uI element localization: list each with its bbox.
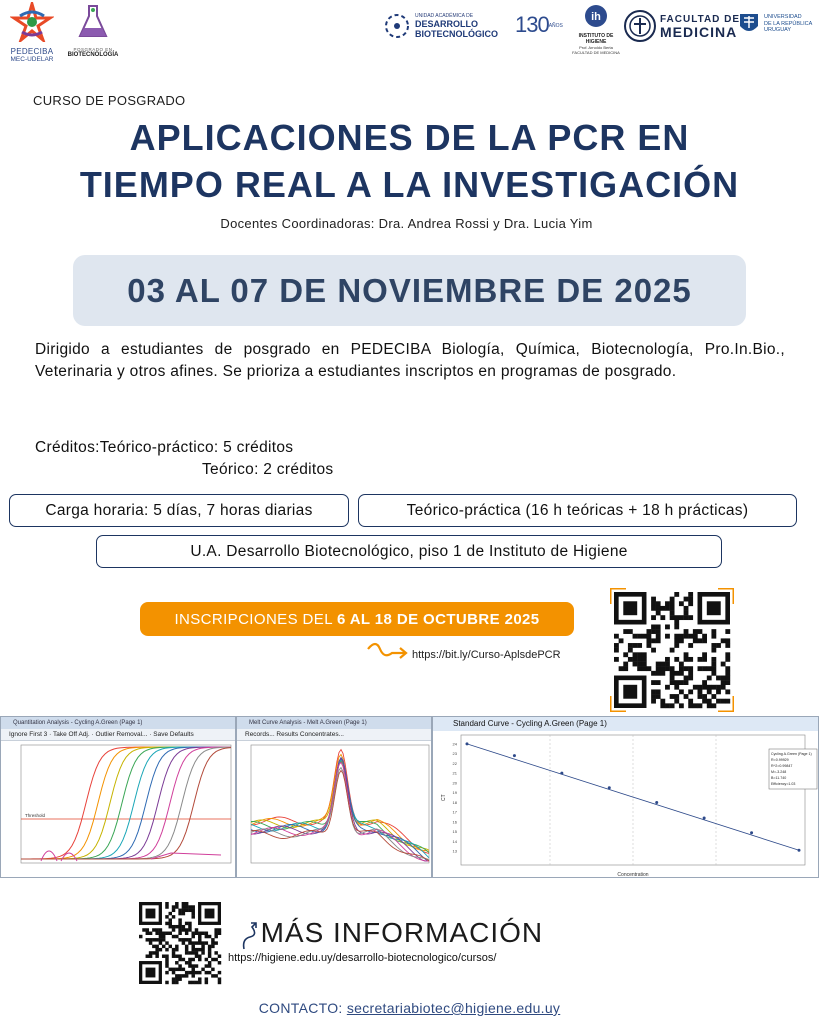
- qr-code-icon: [135, 898, 225, 988]
- inscripciones-banner: [140, 602, 574, 636]
- data-point: [560, 772, 563, 775]
- window-title: Melt Curve Analysis - Melt A.Green (Page 1): [237, 717, 431, 729]
- legend-text: Cycling A.Green (Page 1): [771, 752, 812, 756]
- amplification-plot: [1, 741, 236, 878]
- window-title: Quantitation Analysis - Cycling A.Green (Page 1): [1, 717, 235, 729]
- melt-curve-window: [236, 716, 432, 878]
- course-dates: 03 AL 07 DE NOVIEMBRE DE 2025: [127, 271, 692, 309]
- legend-text: R^2=0.99847: [771, 764, 793, 768]
- flask-icon: [78, 4, 108, 40]
- melt-curve-plot: [237, 741, 432, 878]
- curso-label: CURSO DE POSGRADO: [33, 93, 186, 108]
- creditos-line2: Teórico: 2 créditos: [202, 461, 334, 478]
- svg-text:Threshold: Threshold: [25, 813, 46, 818]
- y-tick-label: 14: [452, 838, 457, 844]
- 130-anios-logo: 130AÑOS: [515, 12, 563, 37]
- y-tick-label: 18: [452, 799, 457, 805]
- y-tick-label: 22: [452, 760, 457, 766]
- curly-arrow-icon: [366, 641, 410, 663]
- data-point: [750, 831, 753, 834]
- mas-informacion-heading: MÁS INFORMACIÓN: [260, 917, 544, 948]
- standard-curve-window: [432, 716, 819, 878]
- window-toolbar: Records... Results Concentrates...: [237, 729, 431, 741]
- modalidad-pill: Teórico-práctica (16 h teóricas + 18 h prácticas): [358, 494, 797, 527]
- y-axis-label: CT: [441, 794, 447, 801]
- contact-label: CONTACTO:: [258, 1000, 343, 1016]
- header-logos: [0, 0, 819, 70]
- data-point: [798, 849, 801, 852]
- y-tick-label: 24: [452, 741, 457, 747]
- course-title-line1: APLICACIONES DE LA PCR EN: [129, 117, 690, 158]
- creditos: [35, 437, 333, 481]
- data-point: [703, 817, 706, 820]
- data-point: [655, 801, 658, 804]
- pedeciba-logo: PEDECIBA MEC-UDELAR: [6, 2, 58, 63]
- y-tick-label: 23: [452, 751, 457, 757]
- course-title-line2: TIEMPO REAL A LA INVESTIGACIÓN: [79, 164, 740, 205]
- y-tick-label: 19: [452, 790, 457, 796]
- registration-qr-code[interactable]: [610, 588, 734, 712]
- y-tick-label: 13: [452, 848, 457, 854]
- registration-link[interactable]: https://bit.ly/Curso-AplsdePCR: [412, 649, 561, 661]
- creditos-line1: Créditos:Teórico-práctico: 5 créditos: [35, 439, 294, 456]
- facultad-medicina-logo: FACULTAD DE MEDICINA: [624, 10, 740, 42]
- posgrado-biotecnologia-logo: POSGRADO EN BIOTECNOLOGÍA: [66, 4, 120, 58]
- instituto-higiene-logo: ih INSTITUTO DE HIGIENE Prof. Arnoldo Berta FACULTAD DE MEDICINA: [568, 4, 624, 55]
- y-tick-label: 16: [452, 819, 457, 825]
- hexagon-network-icon: [383, 12, 411, 40]
- udelar-shield-icon: [738, 12, 760, 36]
- pedeciba-star-icon: [10, 2, 54, 42]
- contact-line: [0, 1000, 819, 1016]
- legend-text: Efficiency=1.03: [771, 782, 796, 786]
- info-link[interactable]: https://higiene.edu.uy/desarrollo-biotecnologico/cursos/: [228, 952, 497, 964]
- unidad-desarrollo-logo: UNIDAD ACADÉMICA DE DESARROLLO BIOTECNOLÓGICO: [383, 12, 498, 40]
- course-description: Dirigido a estudiantes de posgrado en PEDECIBA Biología, Química, Biotecnología, Pro.In.Bio., Veterinaria y otros afines. Se prioriza a estudiantes inscriptos en programas de posgrado.: [35, 341, 785, 380]
- data-point: [466, 742, 469, 745]
- contact-email[interactable]: secretariabiotec@higiene.edu.uy: [346, 1000, 561, 1016]
- window-title: Standard Curve - Cycling A.Green (Page 1): [433, 717, 818, 731]
- y-tick-label: 15: [452, 829, 457, 835]
- y-tick-label: 17: [452, 809, 457, 815]
- quantitation-window: [0, 716, 236, 878]
- chart-legend: [769, 749, 817, 789]
- software-screenshots: [0, 716, 819, 878]
- info-qr-code[interactable]: [135, 898, 225, 988]
- standard-curve-chart: [433, 731, 819, 878]
- legend-text: B=11.740: [771, 776, 787, 780]
- y-tick-label: 20: [452, 780, 457, 786]
- facultad-seal-icon: [624, 10, 656, 42]
- qr-code-icon: [610, 588, 734, 712]
- x-axis-label: Concentration: [617, 872, 649, 878]
- date-banner: [73, 255, 746, 326]
- svg-text:ih: ih: [591, 11, 601, 23]
- carga-horaria-pill: Carga horaria: 5 días, 7 horas diarias: [9, 494, 349, 527]
- inscripciones-dates: 6 AL 18 DE OCTUBRE 2025: [336, 610, 540, 628]
- lugar-pill: U.A. Desarrollo Biotecnológico, piso 1 de Instituto de Higiene: [96, 535, 722, 568]
- docentes: Docentes Coordinadoras: Dra. Andrea Rossi y Dra. Lucia Yim: [220, 216, 593, 231]
- y-tick-label: 21: [452, 770, 457, 776]
- ih-badge-icon: [584, 4, 608, 28]
- data-point: [513, 754, 516, 757]
- data-point: [608, 786, 611, 789]
- udelar-logo: UNIVERSIDAD DE LA REPÚBLICA URUGUAY: [738, 12, 818, 36]
- legend-text: M=-3.248: [771, 770, 787, 774]
- inscripciones-prefix: INSCRIPCIONES DEL: [174, 610, 333, 628]
- window-toolbar: Ignore First 3 · Take Off Adj. · Outlier Removal... · Save Defaults: [1, 729, 235, 741]
- legend-text: R=0.99929: [771, 758, 789, 762]
